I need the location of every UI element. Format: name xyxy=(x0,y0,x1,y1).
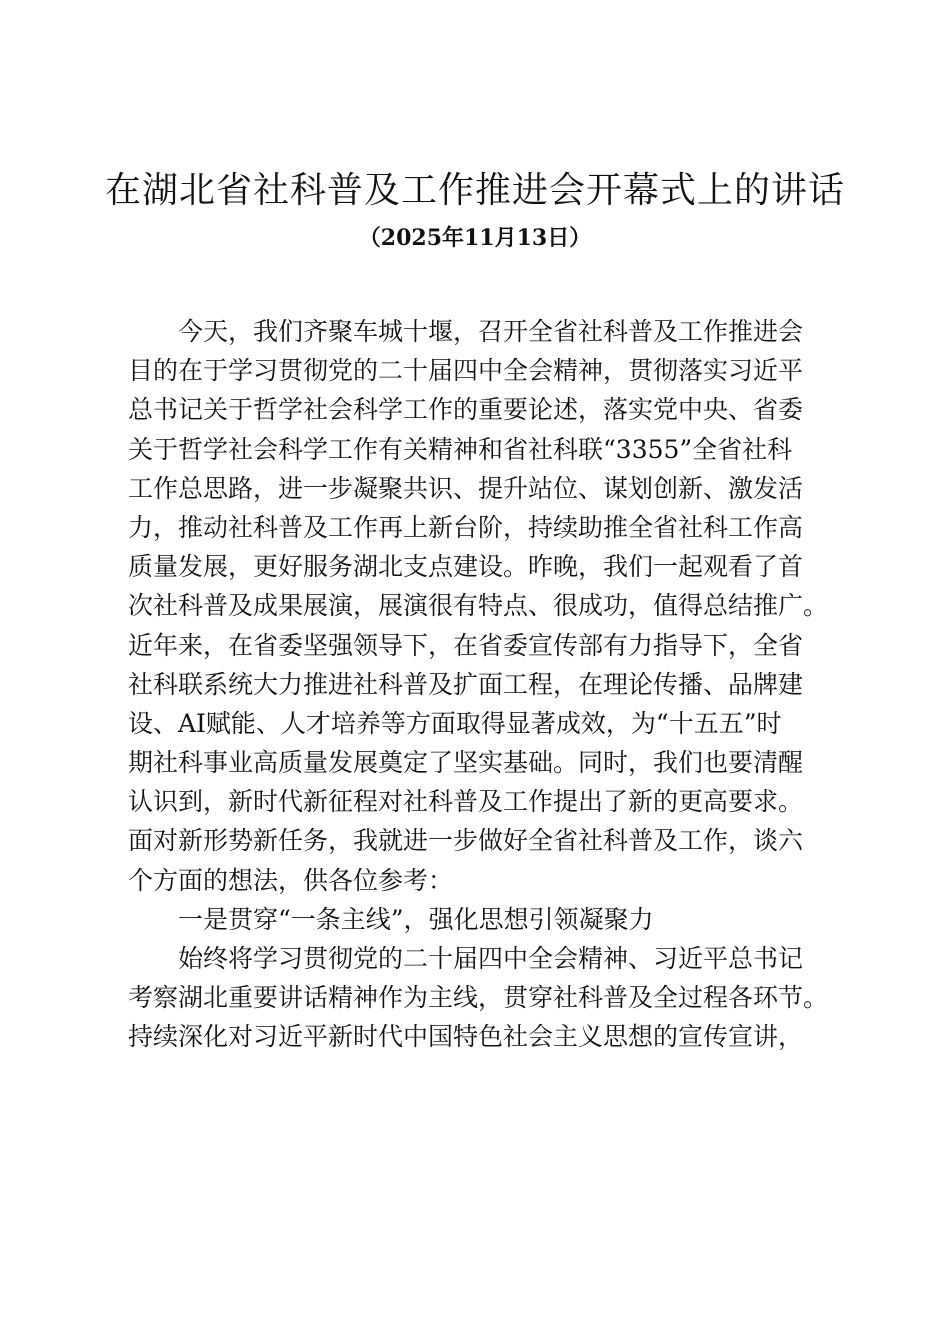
body-text-line: 总书记关于哲学社会科学工作的重要论述，落实党中央、省委 xyxy=(128,395,804,425)
body-text-line: 关于哲学社会科学工作有关精神和省社科联“3355”全省社科 xyxy=(128,434,793,464)
body-text-line: 考察湖北重要讲话精神作为主线，贯穿社科普及全过程各环节。 xyxy=(128,983,829,1013)
body-text-line: 一是贯穿“一条主线”，强化思想引领凝聚力 xyxy=(128,904,654,934)
body-text-line: 社科联系统大力推进社科普及扩面工程，在理论传播、品牌建 xyxy=(128,669,804,699)
body-text-line: 持续深化对习近平新时代中国特色社会主义思想的宣传宣讲， xyxy=(128,1022,804,1052)
body-text-line: 目的在于学习贯彻党的二十届四中全会精神，贯彻落实习近平 xyxy=(128,356,804,386)
body-text-line: 面对新形势新任务，我就进一步做好全省社科普及工作，谈六 xyxy=(128,826,804,856)
body-text-line: 期社科事业高质量发展奠定了坚实基础。同时，我们也要清醒 xyxy=(128,748,804,778)
document-body xyxy=(128,312,840,1057)
body-text-line: 今天，我们齐聚车城十堰，召开全省社科普及工作推进会 xyxy=(128,317,804,346)
body-text-line: 始终将学习贯彻党的二十届四中全会精神、习近平总书记 xyxy=(128,944,804,973)
body-text-line: 设、AI赋能、人才培养等方面取得显著成效，为“十五五”时 xyxy=(128,708,782,738)
body-text-line: 个方面的想法，供各位参考： xyxy=(128,865,454,895)
document-date: （2025年11月13日） xyxy=(358,225,592,251)
body-text-line: 次社科普及成果展演，展演很有特点、很成功，值得总结推广。 xyxy=(128,591,829,621)
body-text-line: 质量发展，更好服务湖北支点建设。昨晚，我们一起观看了首 xyxy=(128,552,804,582)
body-text-line: 工作总思路，进一步凝聚共识、提升站位、谋划创新、激发活 xyxy=(128,473,804,503)
document-title: 在湖北省社科普及工作推进会开幕式上的讲话 xyxy=(104,170,845,211)
body-text-line: 近年来，在省委坚强领导下，在省委宣传部有力指导下，全省 xyxy=(128,630,804,660)
body-text-line: 力，推动社科普及工作再上新台阶，持续助推全省社科工作高 xyxy=(128,512,804,542)
body-text-line: 认识到，新时代新征程对社科普及工作提出了新的更高要求。 xyxy=(128,787,804,817)
